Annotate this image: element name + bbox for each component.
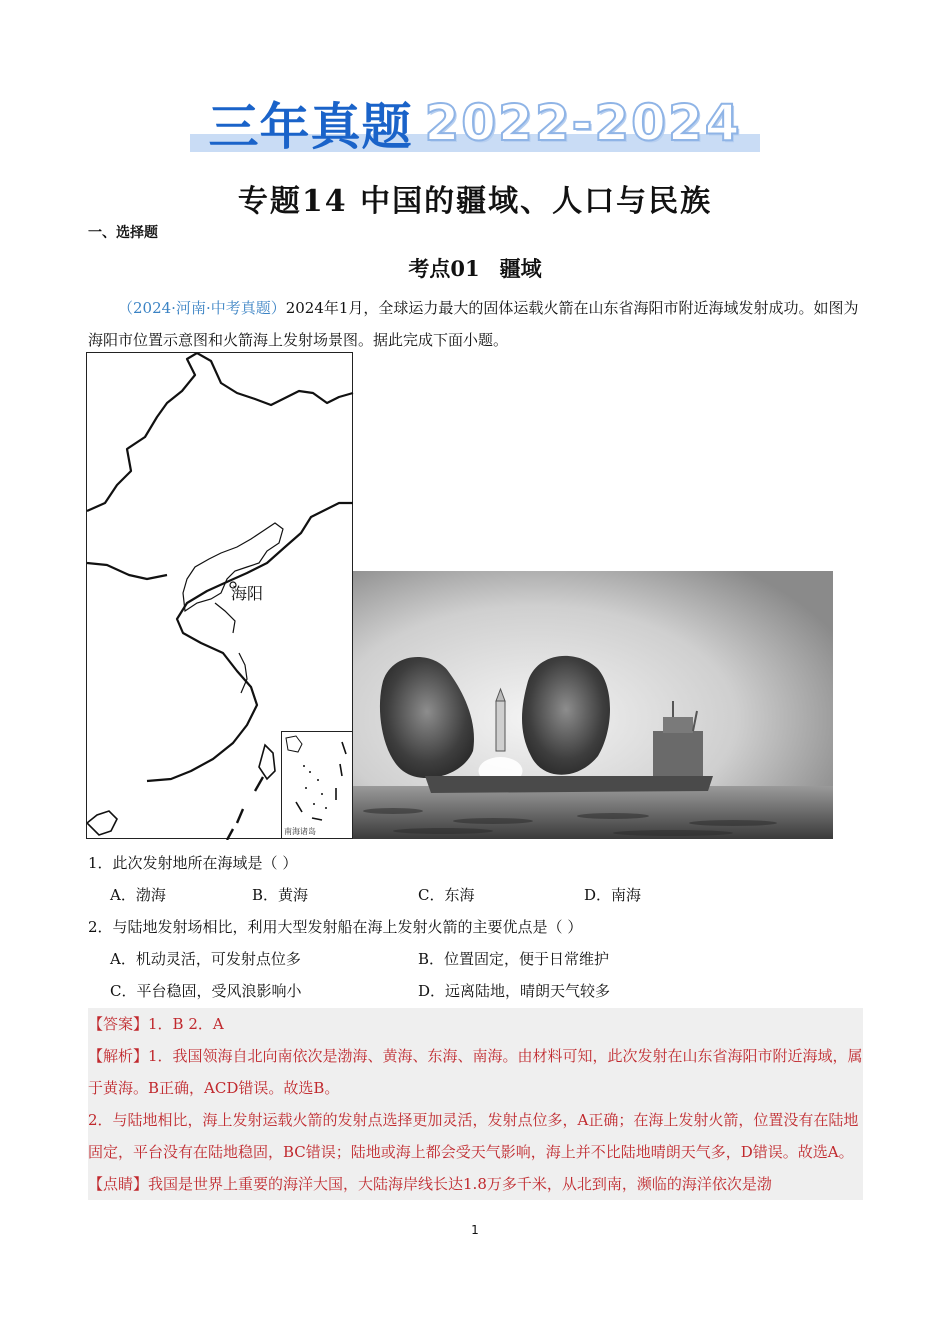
kaodian-heading — [0, 253, 950, 283]
q2-option-a: A．机动灵活，可发射点位多 — [110, 950, 301, 968]
analysis-q1: 【解析】1．我国领海自北向南依次是渤海、黄海、东海、南海。由材料可知，此次发射在山东省海阳市附近海域，属于黄海。B正确，ACD错误。故选B。 — [88, 1047, 863, 1097]
sea-launch-scene — [353, 571, 833, 839]
q1-option-b: B．黄海 — [252, 886, 309, 904]
q1-option-d: D．南海 — [584, 886, 642, 904]
question-source: （2024·河南·中考真题） — [118, 299, 286, 317]
answer-line: 【答案】1．B 2．A — [88, 1015, 224, 1033]
q2-option-b: B．位置固定，便于日常维护 — [418, 950, 610, 968]
kaodian-label: 考点01 — [408, 256, 480, 281]
q1-option-a: A．渤海 — [110, 886, 166, 904]
q2-option-d: D．远离陆地，晴朗天气较多 — [418, 982, 611, 1000]
key-point: 【点睛】我国是世界上重要的海洋大国，大陆海岸线长达1.8万多千米，从北到南，濒临的海洋依次是渤 — [88, 1175, 772, 1193]
south-china-sea-inset — [281, 731, 353, 839]
page-number: 1 — [471, 1223, 479, 1237]
analysis-q2: 2．与陆地相比，海上发射运载火箭的发射点选择更加灵活，发射点位多，A正确；在海上发射火箭，位置没有在陆地固定，平台没有在陆地稳固，BC错误；陆地或海上都会受天气影响，海上并不比陆地晴朗天气多，D错误。故选A。 — [88, 1111, 859, 1161]
q2-option-c: C．平台稳固，受风浪影响小 — [110, 982, 302, 1000]
kaodian-name: 疆域 — [499, 256, 542, 281]
section-heading: 一、选择题 — [88, 225, 158, 241]
banner-years: 2022-2024 — [424, 94, 742, 152]
intro-paragraph — [88, 292, 864, 356]
q1-option-c: C．东海 — [418, 886, 475, 904]
topic-title: 专题14 中国的疆域、人口与民族 — [237, 184, 713, 219]
haiyang-location-map — [86, 352, 353, 839]
inset-islands — [282, 732, 354, 840]
inset-label: 南海诸岛 — [284, 827, 316, 836]
answer-analysis-block — [88, 1008, 863, 1200]
intro-text: 2024年1月，全球运力最大的固体运载火箭在山东省海阳市附近海域发射成功。如图为海阳市位置示意图和火箭海上发射场景图。据此完成下面小题。 — [88, 299, 859, 349]
question-2: 2．与陆地发射场相比，利用大型发射船在海上发射火箭的主要优点是（ ） — [88, 918, 583, 936]
header-banner — [190, 92, 760, 154]
haiyang-label: 海阳 — [231, 584, 264, 603]
question-1: 1．此次发射地所在海域是（ ） — [88, 854, 298, 872]
rocket-launch-photo — [353, 571, 833, 839]
banner-title: 三年真题 — [208, 98, 413, 156]
